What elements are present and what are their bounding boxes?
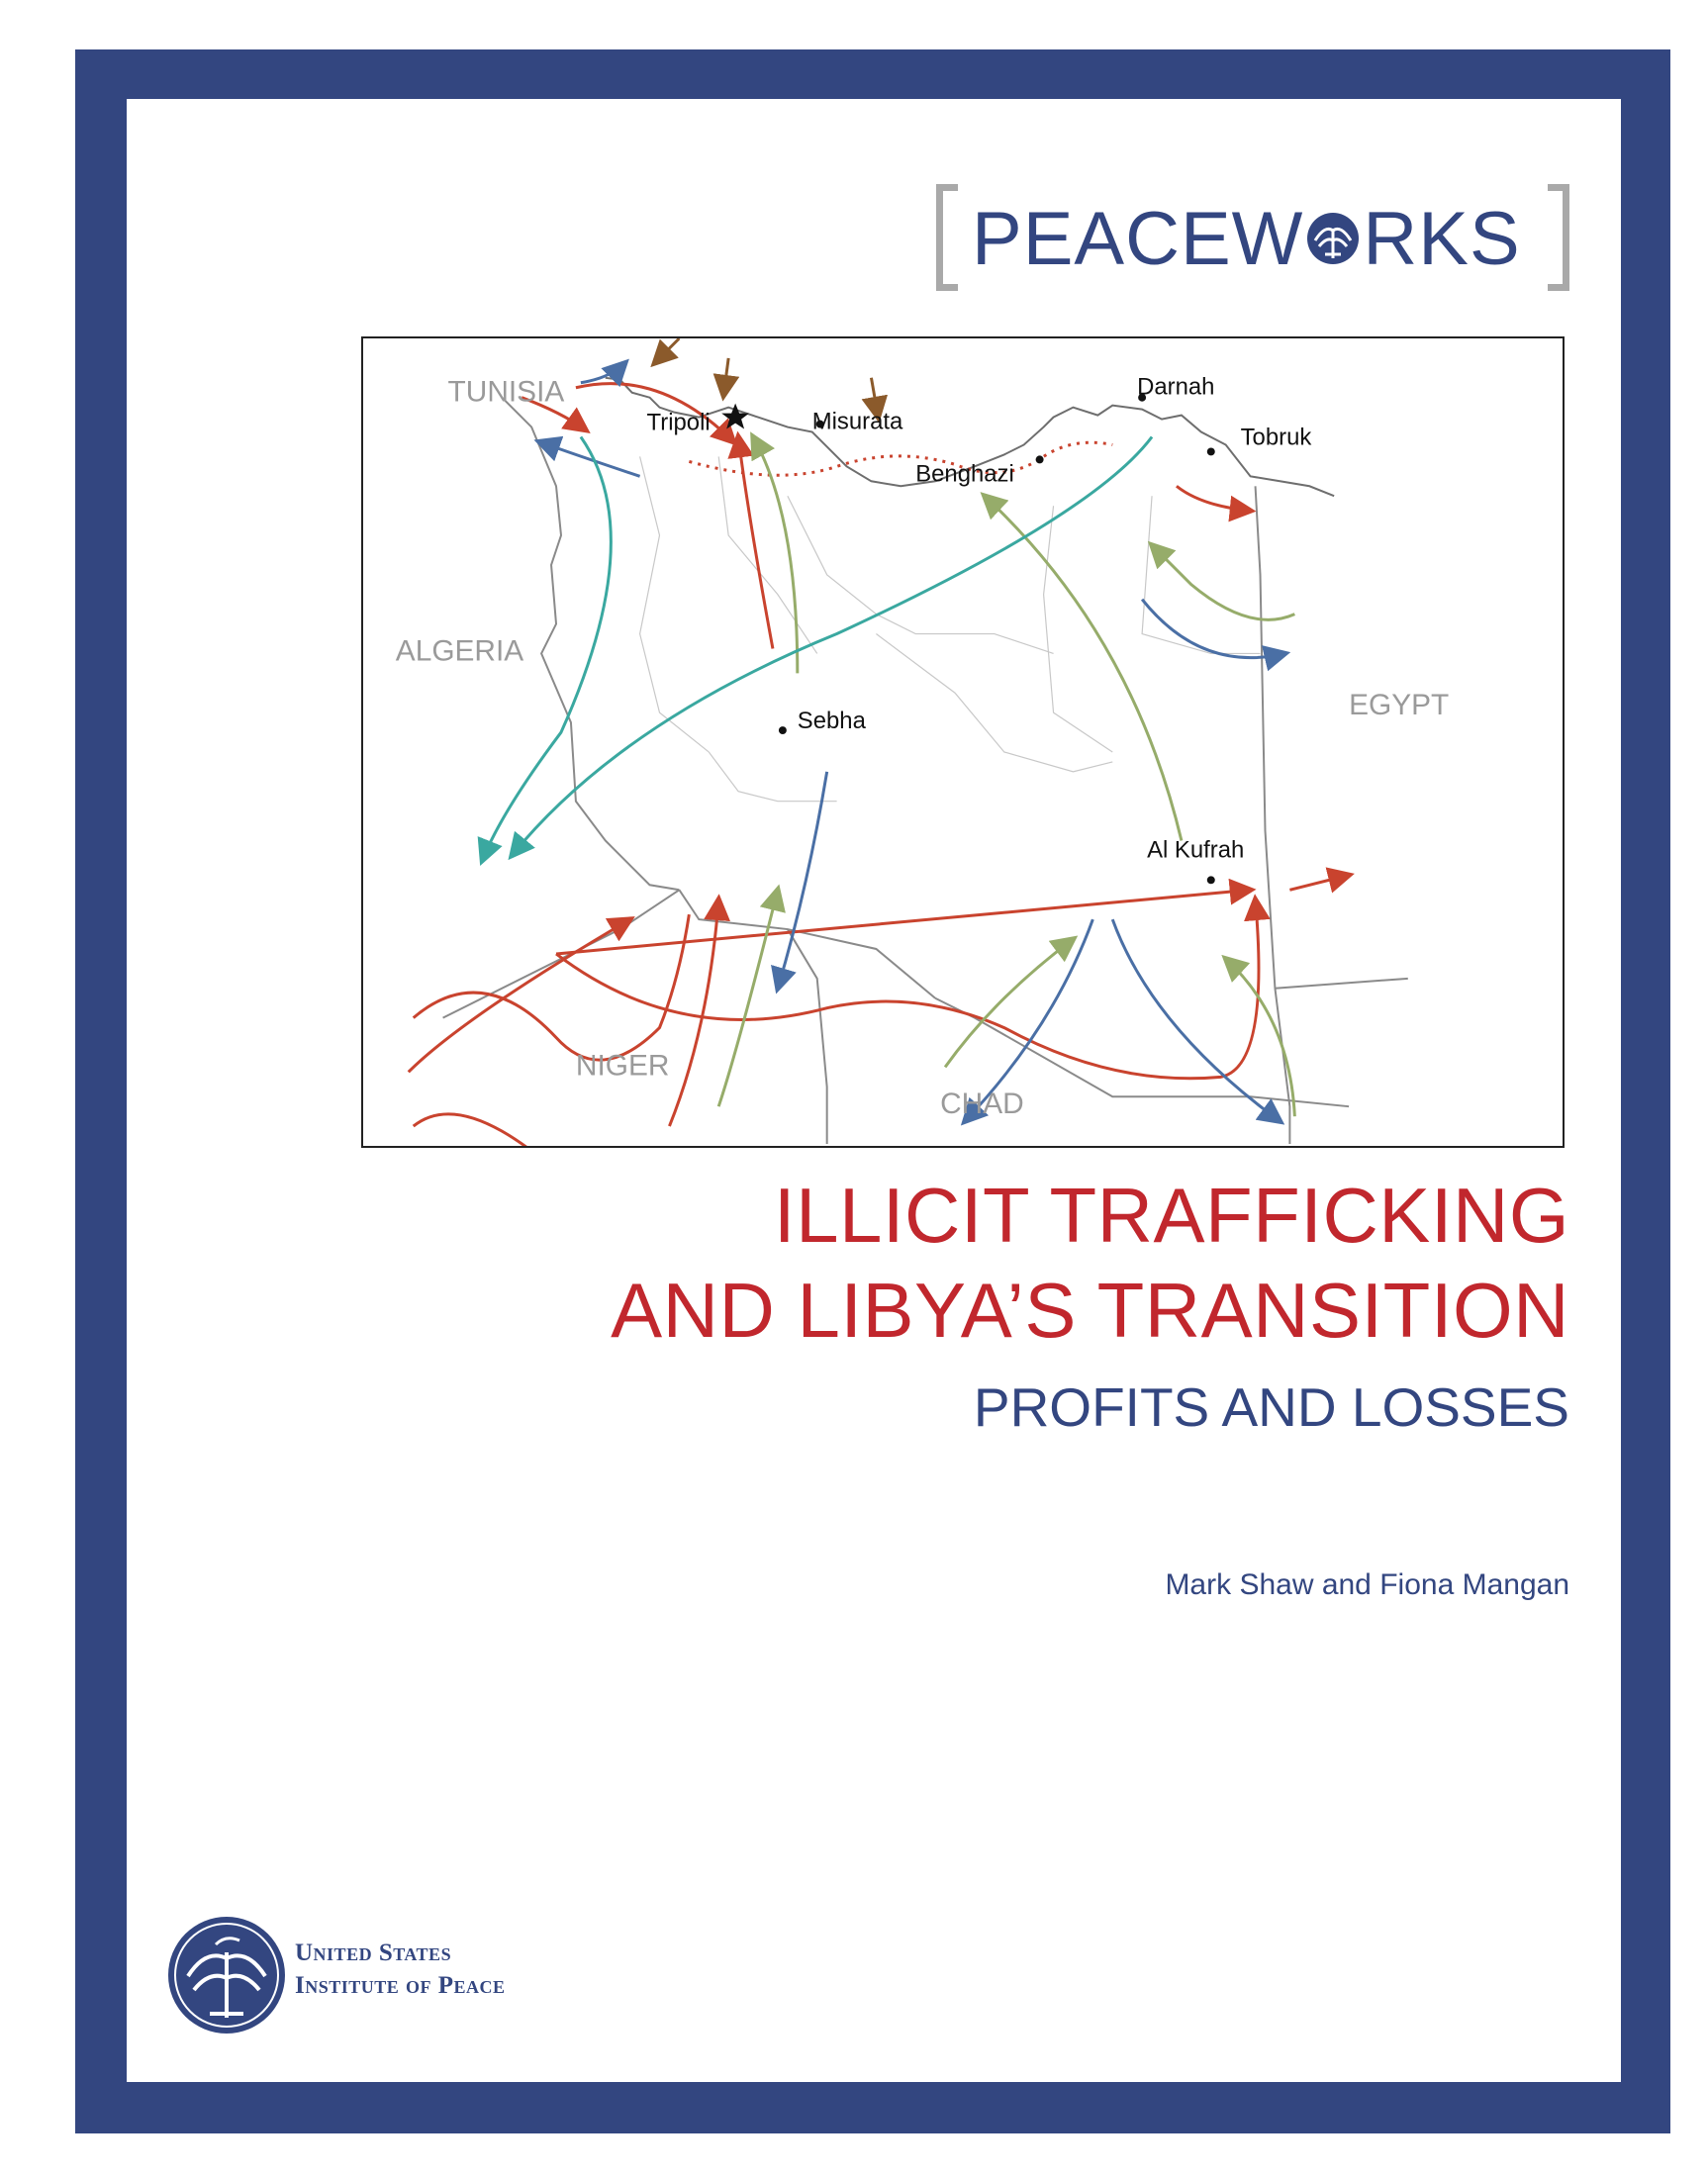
border-tunisia-algeria bbox=[502, 398, 679, 891]
series-title-part1: PEACEW bbox=[972, 197, 1304, 281]
publisher-name-line1: United States bbox=[295, 1940, 452, 1966]
report-subtitle: PROFITS AND LOSSES bbox=[973, 1376, 1569, 1438]
publisher-logo bbox=[166, 1915, 582, 2043]
trafficking-map bbox=[361, 336, 1565, 1148]
city-dot-al-kufrah bbox=[1207, 876, 1215, 884]
label-egypt: EGYPT bbox=[1349, 689, 1450, 722]
usip-seal-icon bbox=[166, 1915, 287, 2035]
label-chad: CHAD bbox=[940, 1088, 1024, 1121]
series-title bbox=[972, 197, 1521, 281]
routes-blue bbox=[539, 363, 1284, 1121]
label-benghazi: Benghazi bbox=[915, 460, 1014, 488]
city-dot-tobruk bbox=[1207, 447, 1215, 455]
label-darnah: Darnah bbox=[1137, 373, 1215, 401]
left-bracket bbox=[936, 184, 958, 291]
map-svg bbox=[363, 338, 1563, 1146]
series-title-part2: RKS bbox=[1363, 197, 1521, 281]
report-authors: Mark Shaw and Fiona Mangan bbox=[1165, 1568, 1569, 1601]
label-sebha: Sebha bbox=[797, 708, 866, 735]
label-misurata: Misurata bbox=[811, 408, 903, 435]
border-sudan bbox=[1275, 979, 1407, 989]
label-niger: NIGER bbox=[575, 1049, 670, 1083]
report-title bbox=[611, 1168, 1569, 1358]
routes-teal bbox=[482, 437, 1152, 861]
border-egypt bbox=[1256, 486, 1290, 1144]
right-bracket bbox=[1548, 184, 1569, 291]
publisher-name bbox=[295, 1937, 506, 2002]
city-dot-sebha bbox=[779, 726, 787, 734]
border-chad-west bbox=[788, 929, 827, 1144]
label-tobruk: Tobruk bbox=[1240, 424, 1312, 451]
label-al-kufrah: Al Kufrah bbox=[1147, 836, 1245, 864]
city-dot-benghazi bbox=[1036, 455, 1044, 463]
publisher-name-line2: Institute of Peace bbox=[295, 1972, 506, 1999]
label-tunisia: TUNISIA bbox=[447, 375, 565, 409]
internal-boundaries bbox=[640, 456, 1261, 801]
label-tripoli: Tripoli bbox=[646, 409, 711, 436]
globe-dove-icon bbox=[1305, 211, 1361, 266]
series-brand bbox=[936, 184, 1569, 299]
report-title-line1: ILLICIT TRAFFICKING bbox=[773, 1172, 1569, 1259]
report-title-line2: AND LIBYA’S TRANSITION bbox=[611, 1267, 1569, 1354]
routes-red bbox=[409, 384, 1349, 1146]
route-coastal-dotted bbox=[689, 442, 1112, 475]
label-algeria: ALGERIA bbox=[395, 634, 524, 668]
